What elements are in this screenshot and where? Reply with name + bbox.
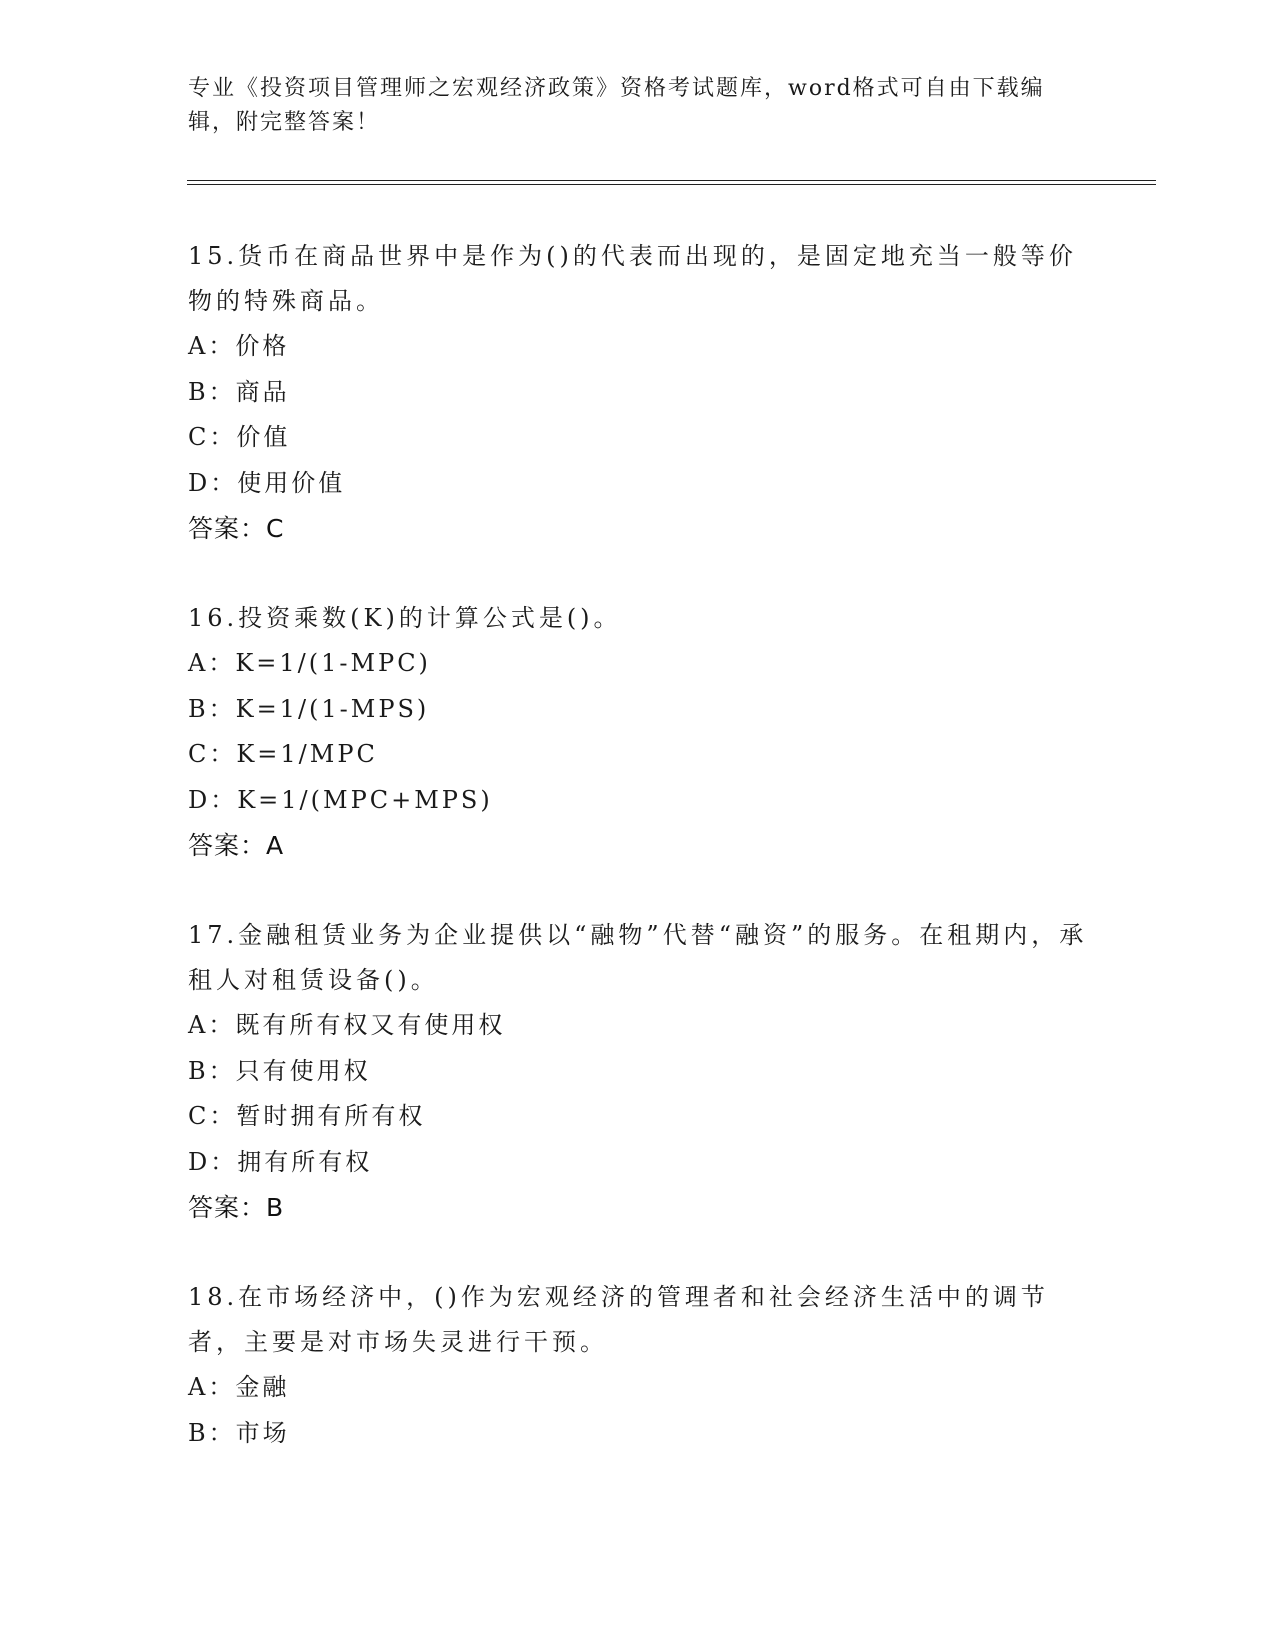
question-stem: 18.在市场经济中，()作为宏观经济的管理者和社会经济生活中的调节者，主要是对市场失灵进行干预。 (188, 1283, 1049, 1356)
answer-line: 答案：C (188, 514, 285, 543)
document-header: 专业《投资项目管理师之宏观经济政策》资格考试题库，word格式可自由下载编辑，附完整答案！ (188, 76, 1045, 135)
option-c: C：K=1/MPC (188, 740, 378, 768)
option-c: C：暂时拥有所有权 (188, 1102, 426, 1130)
option-a: A：既有所有权又有使用权 (188, 1011, 506, 1039)
answer-line: 答案：A (188, 831, 285, 860)
question-stem: 16.投资乘数(K)的计算公式是()。 (188, 604, 622, 632)
question-18 (188, 1275, 1088, 1456)
header-divider-bottom (187, 184, 1156, 185)
option-b: B：K=1/(1-MPS) (188, 694, 430, 723)
option-d: D：拥有所有权 (188, 1147, 373, 1176)
question-17 (188, 913, 1088, 1231)
question-stem: 17.金融租赁业务为企业提供以“融物”代替“融资”的服务。在租期内，承租人对租赁设备()。 (188, 921, 1088, 994)
option-d: D：K=1/(MPC+MPS) (188, 785, 493, 814)
option-b: B：只有使用权 (188, 1056, 371, 1085)
option-b: B：商品 (188, 377, 290, 406)
option-a: A：K=1/(1-MPC) (188, 649, 431, 677)
option-a: A：价格 (188, 332, 290, 360)
question-15 (188, 234, 1088, 552)
question-16 (188, 596, 1088, 869)
option-c: C：价值 (188, 423, 291, 451)
option-b: B：市场 (188, 1418, 290, 1447)
answer-line: 答案：B (188, 1193, 285, 1222)
option-a: A：金融 (188, 1373, 290, 1401)
question-stem: 15.货币在商品世界中是作为()的代表而出现的，是固定地充当一般等价物的特殊商品。 (188, 242, 1077, 315)
option-d: D：使用价值 (188, 468, 346, 497)
question-list (188, 234, 1088, 1500)
header-divider-top (187, 180, 1156, 181)
